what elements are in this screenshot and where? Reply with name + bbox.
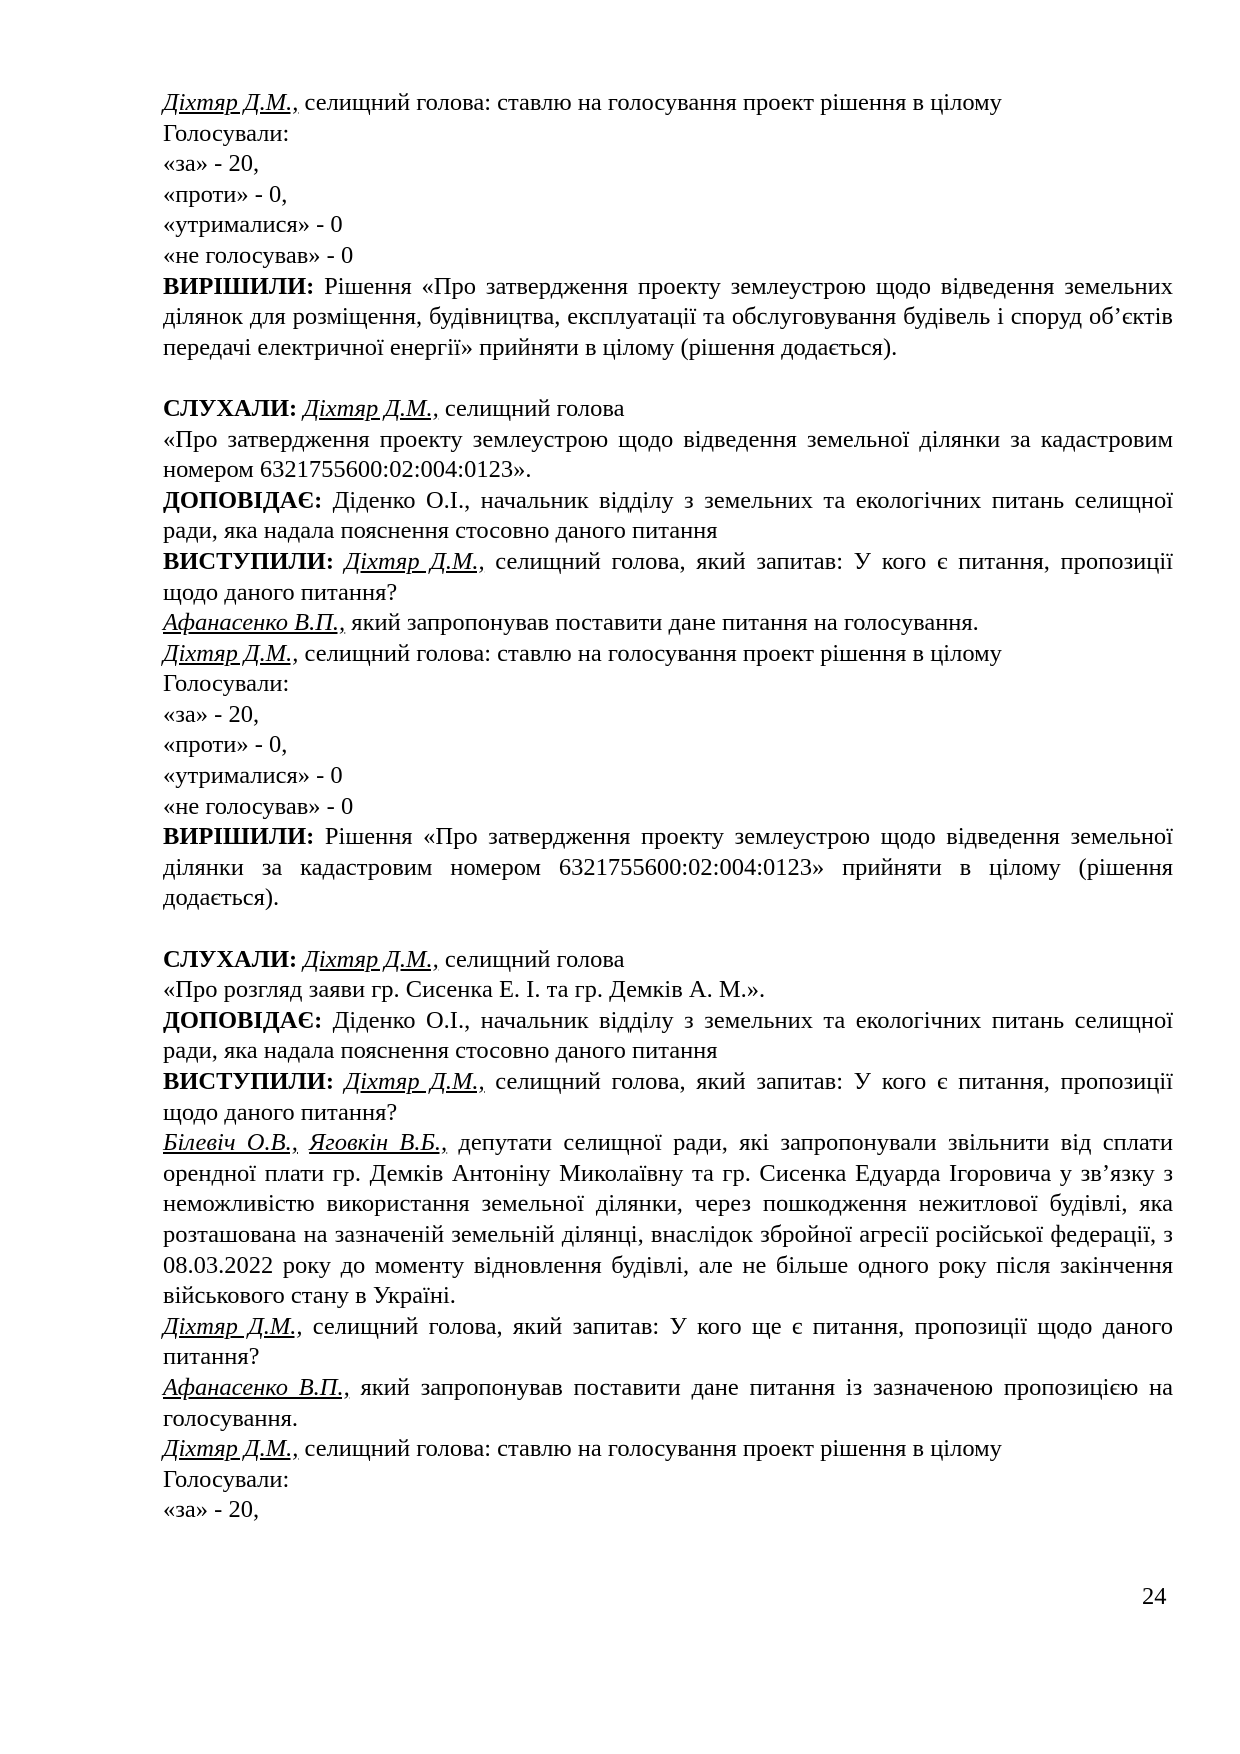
paragraph [163,180,1173,211]
blank-line [163,363,1173,394]
text-run: Голосували: [163,119,290,147]
text-run: який запропонував поставити дане питання із зазначеною пропозицією на голосування. [163,1373,1173,1432]
section-label: ВИРІШИЛИ: [163,823,315,851]
paragraph [163,1495,1173,1526]
text-run: «утрималися» - 0 [163,211,343,239]
paragraph [163,975,1173,1006]
speaker-name: Яговкін В.Б., [309,1129,448,1157]
paragraph [163,761,1173,792]
text-run [298,1129,309,1156]
speaker-name: Діхтяр Д.М., [303,394,439,422]
speaker-name: Афанасенко В.П., [163,609,346,637]
paragraph [163,700,1173,731]
text-run: «не голосував» - 0 [163,792,354,820]
text-run: «не голосував» - 0 [163,241,354,269]
text-run: «утрималися» - 0 [163,762,343,790]
text-run: селищний голова, який запитав: У кого ще є питання, пропозиції щодо даного питання? [163,1312,1173,1371]
section-label: ДОПОВІДАЄ: [163,486,323,514]
paragraph [163,486,1173,547]
text-run [334,1068,345,1095]
section-label: ДОПОВІДАЄ: [163,1006,323,1034]
text-run: Голосували: [163,670,290,698]
paragraph [163,119,1173,150]
paragraph [163,669,1173,700]
speaker-name: Діхтяр Д.М., [163,1435,299,1463]
text-run: селищний голова [438,945,625,973]
text-run: який запропонував поставити дане питання на голосування. [345,609,979,637]
speaker-name: Діхтяр Д.М., [163,1312,303,1340]
paragraph [163,1128,1173,1312]
paragraph [163,608,1173,639]
text-run: Діденко О.І., начальник відділу з земельних та екологічних питань селищної ради, яка надала пояснення стосовно даного питання [163,486,1173,545]
text-run: селищний голова, який запитав: У кого є питання, пропозиції щодо даного питання? [163,1068,1173,1126]
paragraph [163,149,1173,180]
text-run: «проти» - 0, [163,731,288,759]
text-run: селищний голова [438,394,625,422]
paragraph [163,1067,1173,1128]
text-run: Рішення «Про затвердження проекту землеустрою щодо відведення земельної ділянки за кадастровим номером 6321755600:02:004:0123» прийняти в цілому (рішення додається). [163,823,1173,912]
text-run: «за» - 20, [163,700,260,728]
section-label: ВИРІШИЛИ: [163,272,315,300]
paragraph [163,1312,1173,1373]
speaker-name: Діхтяр Д.М., [344,547,485,575]
paragraph [163,792,1173,823]
paragraph [163,272,1173,364]
speaker-name: Афанасенко В.П., [163,1373,350,1401]
blank-line [163,914,1173,945]
text-run: Діденко О.І., начальник відділу з земельних та екологічних питань селищної ради, яка надала пояснення стосовно даного питання [163,1006,1173,1065]
paragraph [163,822,1173,914]
paragraph [163,425,1173,486]
paragraph [163,241,1173,272]
text-run: «Про затвердження проекту землеустрою щодо відведення земельної ділянки за кадастровим номером 6321755600:02:004:0123». [163,425,1173,484]
section-label: ВИСТУПИЛИ: [163,1068,334,1095]
speaker-name: Діхтяр Д.М., [163,89,299,116]
paragraph [163,547,1173,608]
paragraph [163,639,1173,670]
page-number: 24 [1142,1583,1167,1610]
text-run: «за» - 20, [163,150,260,178]
text-run: «Про розгляд заяви гр. Сисенка Е. І. та гр. Демків А. М.». [163,976,766,1004]
paragraph [163,730,1173,761]
paragraph [163,1373,1173,1434]
paragraph [163,1006,1173,1067]
paragraph [163,394,1173,425]
section-label: СЛУХАЛИ: [163,394,298,422]
paragraph [163,1434,1173,1465]
speaker-name: Білевіч О.В., [163,1129,298,1157]
text-run: Голосували: [163,1465,290,1493]
text-run: селищний голова: ставлю на голосування проект рішення в цілому [298,1435,1002,1463]
paragraph [163,945,1173,976]
text-run [334,548,345,575]
text-run: селищний голова: ставлю на голосування проект рішення в цілому [298,89,1002,116]
paragraph [163,1465,1173,1496]
section-label: ВИСТУПИЛИ: [163,547,334,575]
section-label: СЛУХАЛИ: [163,945,298,973]
text-run: депутати селищної ради, які запропонували звільнити від сплати орендної плати гр. Демків Антоніну Миколаївну та гр. Сисенка Едуарда Ігоровича у зв’язку з неможливістю використання земельної ділянки, через пошкодження нежитлової будівлі, яка розташована на зазначеній земельній ділянці, внаслідок збройної агресії російської федерації, з 08.03.2022 року до моменту відновлення будівлі, але не більше одного року після закінчення військового стану в Україні. [163,1129,1174,1310]
paragraph [163,88,1173,119]
text-run: селищний голова, який запитав: У кого є питання, пропозиції щодо даного питання? [163,547,1173,606]
paragraph [163,210,1173,241]
text-run: «проти» - 0, [163,180,288,208]
speaker-name: Діхтяр Д.М., [163,639,299,667]
document-page [163,88,1173,1526]
text-run: селищний голова: ставлю на голосування проект рішення в цілому [298,639,1002,667]
speaker-name: Діхтяр Д.М., [344,1068,485,1095]
speaker-name: Діхтяр Д.М., [303,945,439,973]
text-run: Рішення «Про затвердження проекту землеустрою щодо відведення земельних ділянок для розміщення, будівництва, експлуатації та обслуговування будівель і споруд об’єктів передачі електричної енергії» прийняти в цілому (рішення додається). [163,272,1173,361]
text-run: «за» - 20, [163,1496,260,1524]
